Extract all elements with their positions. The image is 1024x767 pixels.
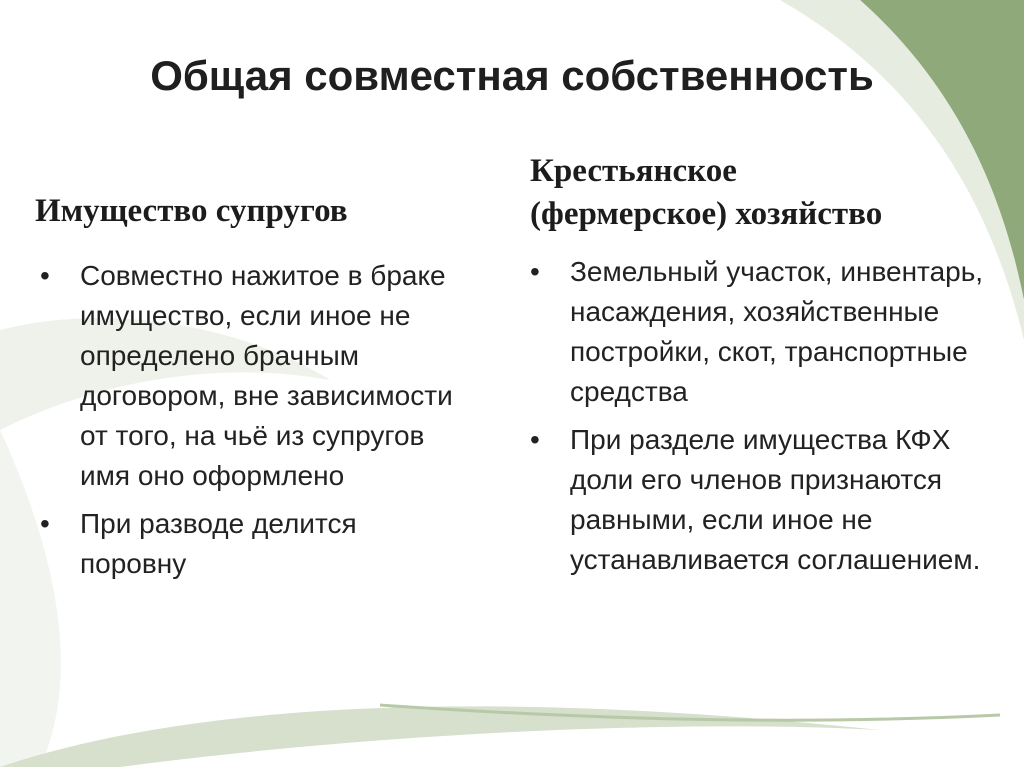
- list-item: [530, 252, 1000, 412]
- list-item: [40, 256, 460, 496]
- list-item: [530, 420, 1000, 580]
- bullet-icon: •: [530, 424, 540, 455]
- left-bullet-list: [40, 256, 460, 592]
- bullet-icon: •: [40, 260, 50, 291]
- left-column-heading: Имущество супругов: [35, 193, 348, 229]
- bullet-icon: •: [40, 508, 50, 539]
- list-item: [40, 504, 460, 584]
- list-item-text: Земельный участок, инвентарь, насаждения, хозяйственные постройки, скот, транспортные средства: [570, 256, 984, 407]
- list-item-text: Совместно нажитое в браке имущество, если иное не определено брачным договором, вне зависимости от того, на чьё из супругов имя оно оформлено: [80, 260, 453, 491]
- right-column-heading: [530, 150, 1000, 236]
- list-item-text: При разделе имущества КФХ доли его членов признаются равными, если иное не устанавливается соглашением.: [570, 424, 981, 575]
- right-bullet-list: [530, 252, 1000, 588]
- right-heading-line-2: (фермерское) хозяйство: [530, 196, 883, 232]
- bullet-icon: •: [530, 256, 540, 287]
- bottom-green-curve: [0, 706, 880, 767]
- page-title: Общая совместная собственность: [150, 52, 874, 99]
- right-heading-line-1: Крестьянское: [530, 153, 737, 189]
- list-item-text: При разводе делится поровну: [80, 508, 357, 579]
